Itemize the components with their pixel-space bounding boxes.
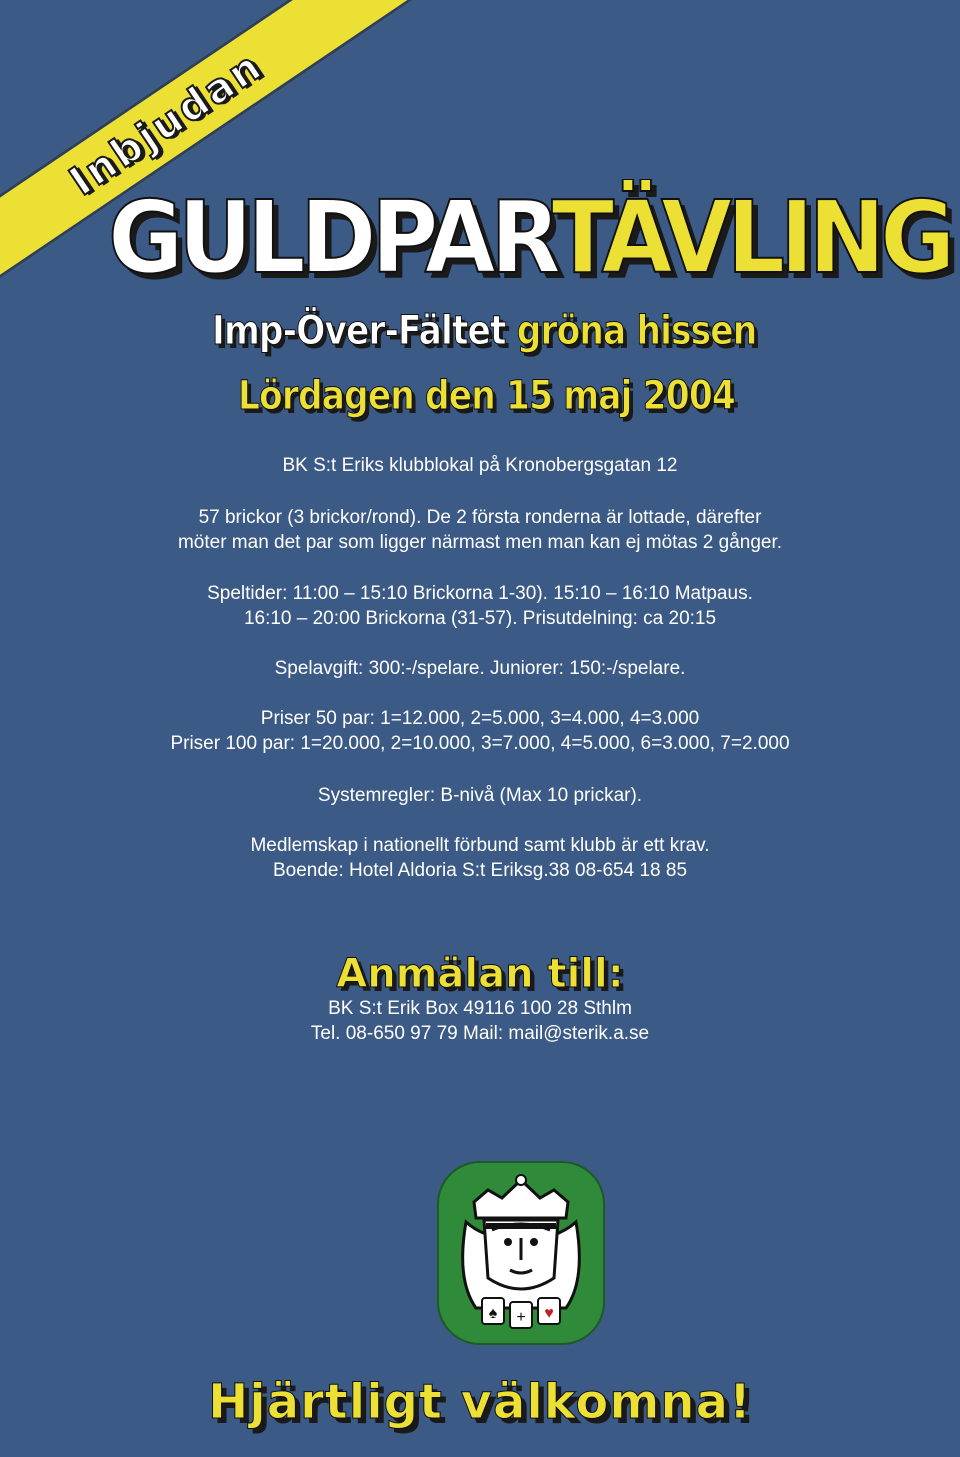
location-yellow: gröna hissen [516,308,757,354]
location-white: Imp-Över-Fältet [212,308,506,354]
registration-address: BK S:t Erik Box 49116 100 28 Sthlm [328,998,632,1019]
boards-line-1: 57 brickor (3 brickor/rond). De 2 första ronderna är lottade, därefter [198,507,762,528]
svg-text:♥: ♥ [544,1305,554,1322]
membership-text: Medlemskap i nationellt förbund samt klubb är ett krav. [250,835,710,856]
boards-line-2: möter man det par som ligger närmast men man kan ej mötas 2 gånger. [177,532,783,553]
system-rules-text: Systemregler: B-nivå (Max 10 prickar). [317,785,643,806]
banner-label: Inbjudan [61,42,272,206]
club-jester-logo-icon [436,1160,606,1346]
title-part-white: GULDPAR [108,179,552,296]
registration-contact: Tel. 08-650 97 79 Mail: mail@sterik.a.se [310,1023,650,1044]
event-title [108,178,950,298]
svg-text:♠: ♠ [488,1305,498,1322]
times-line-2: 16:10 – 20:00 Brickorna (31-57). Prisutdelning: ca 20:15 [243,608,717,629]
lodging-text: Boende: Hotel Aldoria S:t Eriksg.38 08-654 18 85 [272,860,688,881]
svg-text:+: + [516,1309,526,1326]
venue-text: BK S:t Eriks klubblokal på Kronobergsgatan 12 [282,455,678,476]
prizes-100-text: Priser 100 par: 1=20.000, 2=10.000, 3=7.000, 4=5.000, 6=3.000, 7=2.000 [170,733,790,754]
times-line-1: Speltider: 11:00 – 15:10 Brickorna 1-30). 15:10 – 16:10 Matpaus. [207,583,753,604]
title-part-yellow: TÄVLING [551,179,950,296]
welcome-text: Hjärtligt välkomna! [208,1374,752,1430]
event-location [212,305,814,357]
fee-text: Spelavgift: 300:-/spelare. Juniorer: 150:-/spelare. [274,658,686,679]
prizes-50-text: Priser 50 par: 1=12.000, 2=5.000, 3=4.000, 4=3.000 [260,708,700,729]
registration-heading: Anmälan till: [336,951,624,997]
event-date: Lördagen den 15 maj 2004 [238,373,735,419]
